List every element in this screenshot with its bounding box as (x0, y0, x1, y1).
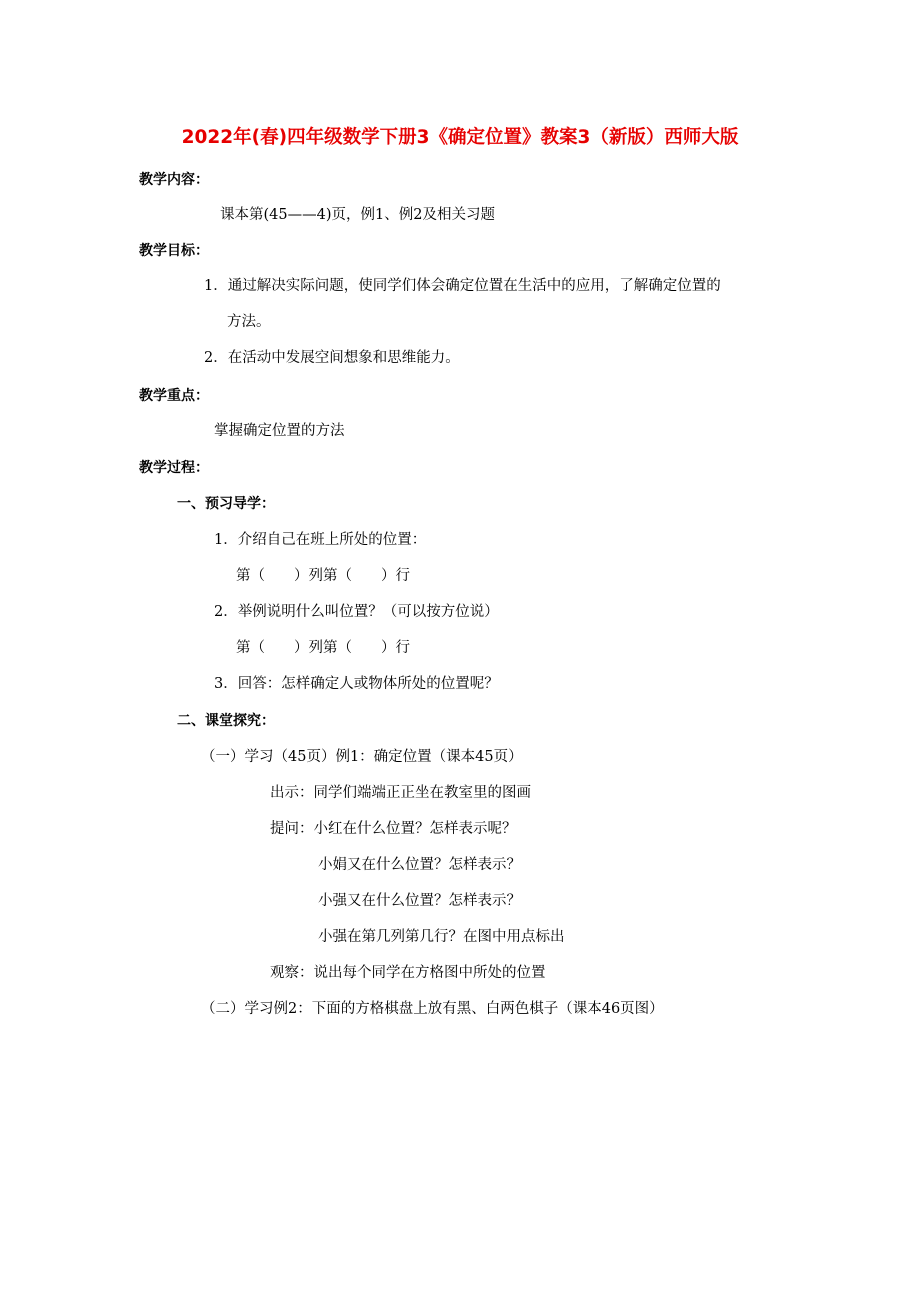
preview-question-2: 2．举例说明什么叫位置？（可以按方位说） (214, 604, 499, 620)
section-1-show: 出示：同学们端端正正坐在教室里的图画 (270, 785, 531, 801)
section-1-ask-4: 小强在第几列第几行？在图中用点标出 (318, 929, 565, 945)
document-title: 2022年(春)四年级数学下册3《确定位置》教案3（新版）西师大版 (181, 127, 739, 148)
goal-1-line-1: 1．通过解决实际问题，使同学们体会确定位置在生活中的应用，了解确定位置的 (204, 278, 721, 294)
preview-fill-blank-2: 第（ ）列第（ ）行 (236, 640, 410, 656)
key-points-text: 掌握确定位置的方法 (214, 423, 345, 439)
goal-2: 2．在活动中发展空间想象和思维能力。 (204, 350, 460, 366)
part-2-heading: 二、课堂探究： (177, 713, 275, 729)
section-1-title: （一）学习（45页）例1：确定位置（课本45页） (201, 749, 523, 765)
section-1-ask-3: 小强又在什么位置？怎样表示？ (318, 893, 521, 909)
key-points-heading: 教学重点： (139, 388, 209, 404)
section-2-title: （二）学习例2：下面的方格棋盘上放有黑、白两色棋子（课本46页图） (201, 1001, 664, 1017)
section-1-observe: 观察：说出每个同学在方格图中所处的位置 (270, 965, 546, 981)
teaching-goals-heading: 教学目标： (139, 243, 209, 259)
teaching-process-heading: 教学过程： (139, 460, 209, 476)
teaching-content-heading: 教学内容： (139, 172, 209, 188)
preview-fill-blank-1: 第（ ）列第（ ）行 (236, 568, 410, 584)
preview-question-3: 3．回答：怎样确定人或物体所处的位置呢？ (214, 676, 499, 692)
part-1-heading: 一、预习导学： (177, 496, 275, 512)
section-1-ask-2: 小娟又在什么位置？怎样表示？ (318, 857, 521, 873)
goal-1-line-2: 方法。 (227, 314, 271, 330)
teaching-content-text: 课本第(45——4)页，例1、例2及相关习题 (220, 207, 495, 223)
preview-question-1: 1．介绍自己在班上所处的位置： (214, 532, 427, 548)
section-1-ask-1: 提问：小红在什么位置？怎样表示呢？ (270, 821, 517, 837)
